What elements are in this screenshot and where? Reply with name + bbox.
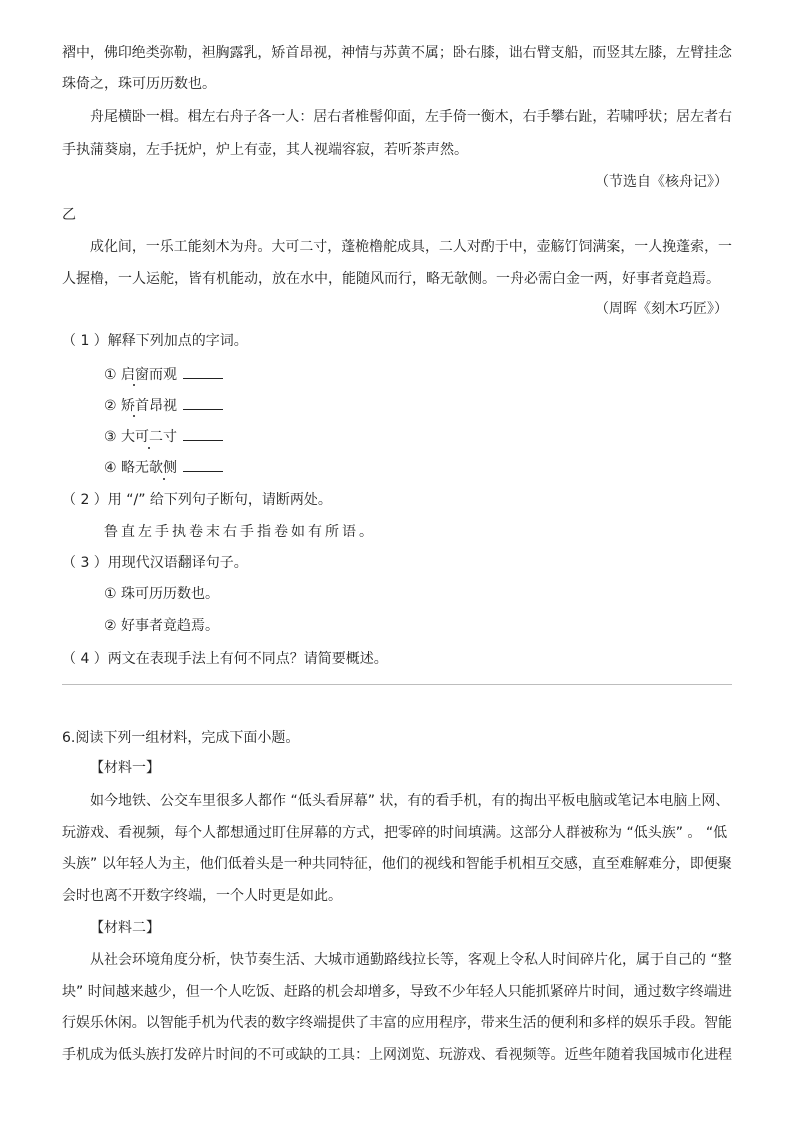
emphasis-dot: [163, 478, 165, 480]
section-divider: [62, 684, 732, 685]
answer-blank[interactable]: [183, 364, 223, 379]
material-line: 行娱乐休闲。以智能手机为代表的数字终端提供了丰富的应用程序，带来生活的便利和多样的娱乐手段。智能: [62, 1015, 732, 1031]
question-item-text: ③ 大可二寸: [104, 429, 178, 445]
emphasis-dot: [148, 447, 150, 449]
passage-line: 手执蒲葵扇，左手抚炉，炉上有壶，其人视端容寂，若听茶声然。: [62, 142, 468, 158]
question-3: （ 3 ）用现代汉语翻译句子。: [62, 555, 248, 571]
material-line: 玩游戏、看视频，每个人都想通过盯住屏幕的方式，把零碎的时间填满。这部分人群被称为 “低头族” 。 “低: [62, 825, 728, 841]
question-sentence: 鲁直左手执卷末右手指卷如有所语。: [104, 524, 376, 540]
question-item: [104, 395, 223, 416]
material-line: 会时也离不开数字终端，一个人时更是如此。: [62, 888, 342, 904]
emphasis-dot: [133, 384, 135, 386]
question-item: [104, 364, 223, 385]
passage-line: 褶中，佛印绝类弥勒，袒胸露乳，矫首昂视，神情与苏黄不属；卧右膝，诎右臂支船，而竖其左膝，左臂挂念: [62, 45, 732, 61]
passage-line: 人握橹，一人运舵，皆有机能动，放在水中，能随风而行，略无欹侧。一舟必需白金一两，好事者竟趋焉。: [62, 271, 720, 287]
question-item-text: ④ 略无欹侧: [104, 460, 178, 476]
question-item: [104, 457, 223, 478]
material-line: 手机成为低头族打发碎片时间的不可或缺的工具：上网浏览、玩游戏、看视频等。近些年随着我国城市化进程: [62, 1047, 732, 1063]
question-4: （ 4 ）两文在表现手法上有何不同点？请简要概述。: [62, 651, 388, 667]
answer-blank[interactable]: [183, 395, 223, 410]
source-citation: （周晖《刻木巧匠》）: [595, 301, 728, 317]
material-line: 从社会环境角度分析，快节奏生活、大城市通勤路线拉长等，客观上令私人时间碎片化，属于自己的 “整: [90, 952, 732, 968]
question-item: ② 好事者竟趋焉。: [104, 618, 220, 634]
emphasis-dot: [133, 415, 135, 417]
question-item-text: ① 启窗而观: [104, 367, 178, 383]
material-title: 【材料二】: [90, 920, 160, 936]
answer-blank[interactable]: [183, 457, 223, 472]
passage-line: 舟尾横卧一楫。楫左右舟子各一人：居右者椎髻仰面，左手倚一衡木，右手攀右趾，若啸呼状；居左者右: [90, 109, 733, 125]
material-line: 如今地铁、公交车里很多人都作 “低头看屏幕” 状，有的看手机，有的掏出平板电脑或笔记本电脑上网、: [90, 793, 730, 809]
question-1: （ 1 ）解释下列加点的字词。: [62, 333, 248, 349]
question-2: （ 2 ）用 “/” 给下列句子断句，请断两处。: [62, 492, 332, 508]
question-item: ① 珠可历历数也。: [104, 586, 220, 602]
material-line: 头族” 以年轻人为主，他们低着头是一种共同特征，他们的视线和智能手机相互交感，直至难解难分，即便聚: [62, 856, 732, 872]
answer-blank[interactable]: [183, 426, 223, 441]
question-item-text: ② 矫首昂视: [104, 398, 178, 414]
source-citation: （节选自《核舟记》）: [595, 174, 728, 190]
material-line: 块” 时间越来越少，但一个人吃饭、赶路的机会却增多，导致不少年轻人只能抓紧碎片时间，通过数字终端进: [62, 984, 732, 1000]
question-item: [104, 426, 223, 447]
passage-line: 珠倚之，珠可历历数也。: [62, 76, 216, 92]
passage-label: 乙: [62, 207, 76, 223]
passage-line: 成化间，一乐工能刻木为舟。大可二寸，蓬桅橹舵成具，二人对酌于中，壶觞饤饲满案，一人挽蓬索，一: [90, 239, 733, 255]
material-title: 【材料一】: [90, 760, 160, 776]
section-heading: 6.阅读下列一组材料，完成下面小题。: [62, 730, 300, 746]
